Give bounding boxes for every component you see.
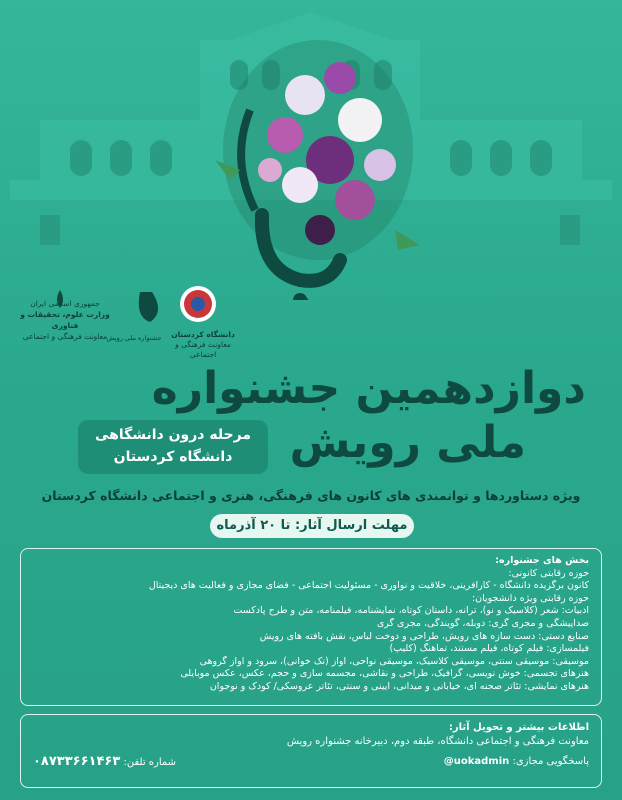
- university-logo-text: دانشگاه کردستان معاونت فرهنگی و اجتماعی: [171, 330, 235, 359]
- online-contact: پاسخگویی مجازی: @uokadmin: [443, 756, 589, 767]
- sections-heading: بخش های جشنواره:: [495, 555, 589, 566]
- building-illustration: [0, 0, 622, 300]
- section-line: کانون برگزیده دانشگاه - کارآفرینی، خلاقیت و نوآوری - مسئولیت اجتماعی - فضای مجازی و فعالیت های دیجیتال: [148, 580, 589, 592]
- phone-number[interactable]: ۰۸۷۳۳۶۶۱۴۶۳: [33, 754, 121, 769]
- phone-contact: شماره تلفن: ۰۸۷۳۳۶۶۱۴۶۳: [33, 754, 177, 769]
- ministry-logo-text: جمهوری اسلامی ایران وزارت علوم، تحقیقات و فناوری معاونت فرهنگی و اجتماعی: [20, 299, 110, 341]
- section-line: هنرهای تجسمی: خوش نویسی، گرافیک، طراحی و نقاشی، مجسمه سازی و حجم، عکس، عکس موبایلی: [180, 668, 589, 680]
- subtitle-box: [78, 420, 268, 474]
- section-line: ادبیات: شعر (کلاسیک و نو)، ترانه، داستان کوتاه، نمایشنامه، فیلمنامه، متن و طرح پادکست: [233, 605, 589, 617]
- contact-address: معاونت فرهنگی و اجتماعی دانشگاه، طبقه دوم، دبیرخانه جشنواره رویش: [286, 736, 589, 747]
- section-line: صداپیشگی و مجری گری: دوبله، گویندگی، مجری گری: [376, 617, 589, 629]
- deadline-badge: مهلت ارسال آثار: تا ۲۰ آذرماه: [210, 514, 414, 538]
- subtitle-line2: دانشگاه کردستان: [113, 449, 233, 465]
- subtitle-line1: مرحله درون دانشگاهی: [94, 427, 252, 443]
- contact-heading: اطلاعات بیشتر و تحویل آثار:: [448, 722, 589, 733]
- section-line: صنایع دستی: دست سازه های رویش، طراحی و دوخت لباس، نقش بافته های رویش: [259, 630, 589, 642]
- contact-box: [20, 714, 602, 788]
- festival-logo-caption: جشنواره ملی رویش: [106, 334, 162, 342]
- section-line: حوزه رقابتی کانونی:: [508, 567, 589, 579]
- title-line2: ملی رویش: [289, 417, 526, 468]
- section-line: حوزه رقابتی ویژه دانشجویان:: [471, 592, 589, 604]
- section-line: فیلمسازی: فیلم کوتاه، فیلم مستند، تماهنگ (کلیپ): [389, 643, 589, 655]
- section-line: هنرهای نمایشی: تئاتر صحنه ای، خیابانی و میدانی، آیینی و سنتی، تئاتر عروسکی/ کودک و نوجوان: [209, 680, 589, 692]
- title-line1: دوازدهمین جشنواره: [151, 363, 586, 414]
- contact-row: [33, 755, 589, 770]
- sections-box: [20, 548, 602, 706]
- festival-description: ویژه دستاوردها و توانمندی های کانون های فرهنگی، هنری و اجتماعی دانشگاه کردستان: [41, 488, 581, 503]
- online-id[interactable]: @uokadmin: [443, 756, 510, 767]
- section-line: موسیقی: موسیقی سنتی، موسیقی کلاسیک، موسیقی نواحی، آواز (تک خوانی)، سرود و آواز گروهی: [199, 655, 589, 667]
